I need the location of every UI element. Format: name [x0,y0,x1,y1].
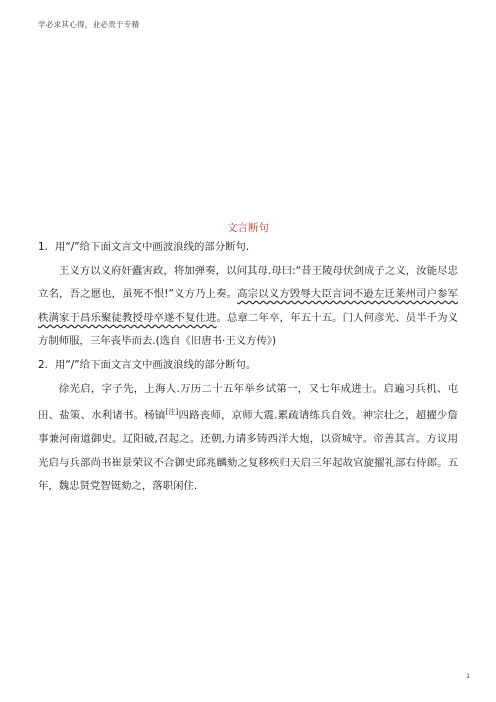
passage-1-wavy-segment: 高宗以义方毁辱大臣言词不逊左迁莱州司户参军秩满家于昌乐聚徒教授母卒遂不复仕进 [38,288,459,324]
header-motto: 学必求其心得，业必贵于专精 [38,20,140,29]
passage-1-closing: 。总章二年卒，年五十五。门人何彦光、员半千为义方制师服，三年丧毕而去.(选自《旧唐书·王义方传》) [38,311,458,348]
page-number: 1 [466,672,471,680]
section-title: 文言断句 [227,222,269,234]
passage-2-opening: 徐光启，字子先，上海人.万历二十五年举乡试第一，又七年成进士。启遍习兵机、屯田、盐策、水利诸书。杨镐 [38,382,458,422]
question-2-passage [38,378,458,499]
question-2-prompt: 2．用“/”给下面文言文中画波浪线的部分断句。 [38,358,257,371]
passage-2-body: 四路丧师，京师大震.累疏请练兵自效。神宗壮之，超擢少詹事兼河南道御史。辽阳破,召起之。还朝,力请多铸西洋大炮，以资城守。帝善其言。方议用光启与兵部尚书崔景荣议不合御史邱兆麟劾之复移疾归天启三年起故官旋擢礼部右侍郎。五年，魏忠贤党智铤劾之，落职闲住. [38,409,458,493]
question-1-passage [38,260,458,354]
footnote-marker: [注] [165,408,179,417]
passage-1-opening: 王义方以义府奸蠹害政，将加弹奏，以问其母.母曰:“昔王陵母伏剑成子之义，汝能尽忠立名，吾之愿也，虽死不恨!”义方乃上奏。 [38,264,458,301]
question-1-prompt: 1．用“/”给下面文言文中画波浪线的部分断句. [38,241,250,253]
document-body [38,236,458,499]
